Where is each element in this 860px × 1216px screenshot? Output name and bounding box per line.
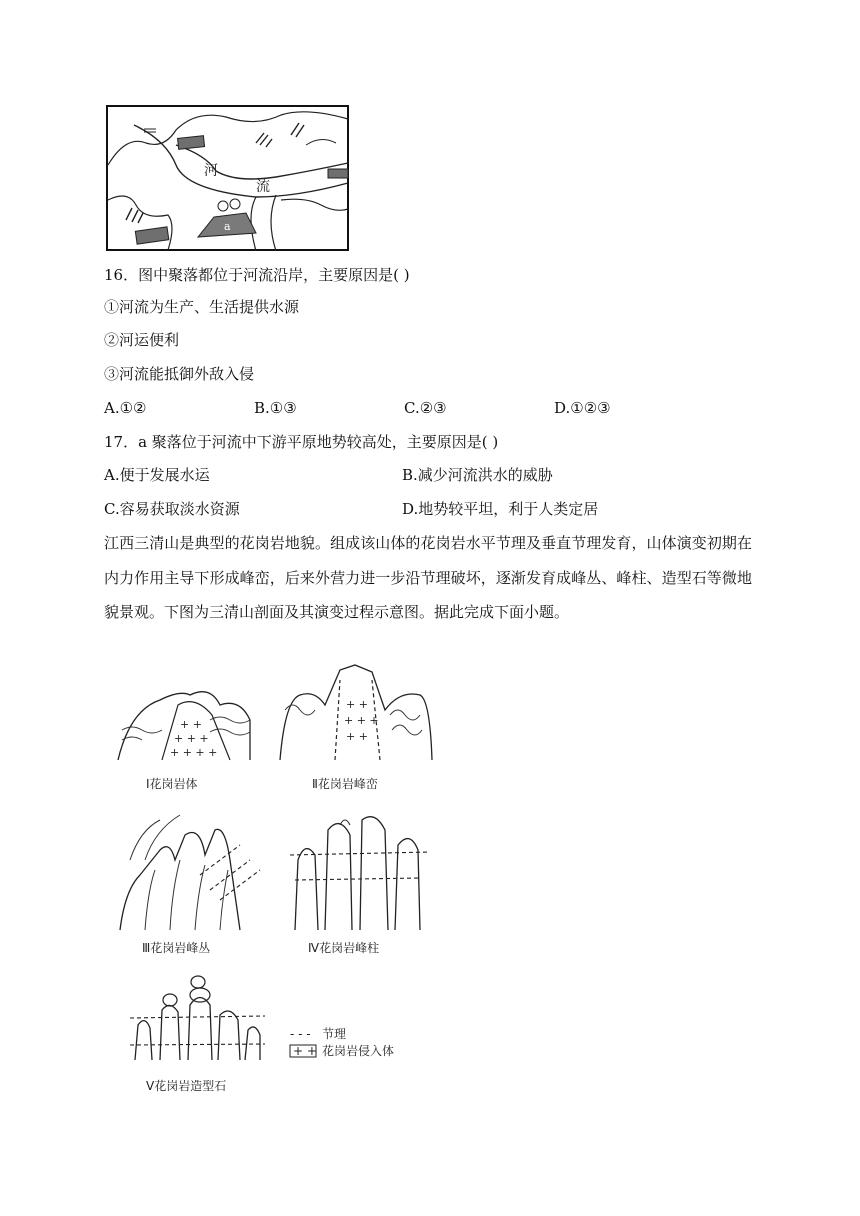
svg-text:+ +: + +: [180, 718, 202, 731]
q16-option-d: D.①②③: [554, 399, 611, 417]
caption-4: Ⅳ花岗岩峰柱: [308, 941, 380, 955]
settlement-block: [178, 136, 205, 150]
svg-text:+ + +: + + +: [344, 714, 379, 727]
svg-text:+ + +: + + +: [174, 732, 209, 745]
panel-3-granite-peak-cluster: [120, 815, 260, 955]
caption-1: Ⅰ花岗岩体: [146, 777, 198, 791]
river-settlement-map: [106, 105, 349, 251]
q17-option-b: B.减少河流洪水的威胁: [402, 466, 553, 484]
caption-3: Ⅲ花岗岩峰丛: [142, 941, 211, 955]
svg-text:+ + + +: + + + +: [170, 746, 218, 759]
panel-2-granite-peaks: [280, 665, 432, 791]
legend-intrusion-label: 花岗岩侵入体: [322, 1044, 395, 1058]
svg-text:+ +: + +: [346, 730, 368, 743]
river-char-2: 流: [256, 179, 270, 195]
q17-stem: 17．a 聚落位于河流中下游平原地势较高处，主要原因是( ): [104, 433, 499, 451]
q16-option-a: A.①②: [104, 399, 147, 417]
panel-4-granite-pillars: [290, 817, 430, 955]
q17-option-a: A.便于发展水运: [104, 466, 210, 484]
legend-joint-label: 节理: [322, 1027, 347, 1041]
legend: [290, 1026, 394, 1058]
q16-option-b: B.①③: [254, 399, 297, 417]
legend-intrusion-symbol: + +: [293, 1044, 317, 1058]
caption-2: Ⅱ花岗岩峰峦: [312, 777, 378, 791]
panel-1-granite-body: [118, 692, 250, 791]
q16-statement-3: ③河流能抵御外敌入侵: [104, 365, 255, 383]
q16-statement-1: ①河流为生产、生活提供水源: [104, 298, 300, 316]
caption-5: Ⅴ花岗岩造型石: [146, 1079, 227, 1093]
panel-5-granite-shaped-rocks: [130, 976, 265, 1093]
settlement-a-label: a: [224, 220, 231, 233]
river-char-1: 河: [204, 163, 218, 179]
q16-stem: 16．图中聚落都位于河流沿岸，主要原因是( ): [104, 266, 410, 284]
settlement-block: [328, 169, 348, 178]
granite-evolution-figure: [100, 660, 450, 1100]
q16-option-c: C.②③: [404, 399, 447, 417]
svg-text:+ +: + +: [346, 698, 368, 711]
q17-option-d: D.地势较平坦，利于人类定居: [402, 500, 599, 518]
legend-joint-symbol: - - -: [290, 1027, 311, 1041]
q17-option-c: C.容易获取淡水资源: [104, 500, 240, 518]
passage: 江西三清山是典型的花岗岩地貌。组成该山体的花岗岩水平节理及垂直节理发育，山体演变初期在内力作用主导下形成峰峦，后来外营力进一步沿节理破坏，逐渐发育成峰丛、峰柱、造型石等微地貌景观。下图为三清山剖面及其演变过程示意图。据此完成下面小题。: [104, 534, 752, 621]
q16-statement-2: ②河运便利: [104, 331, 180, 349]
